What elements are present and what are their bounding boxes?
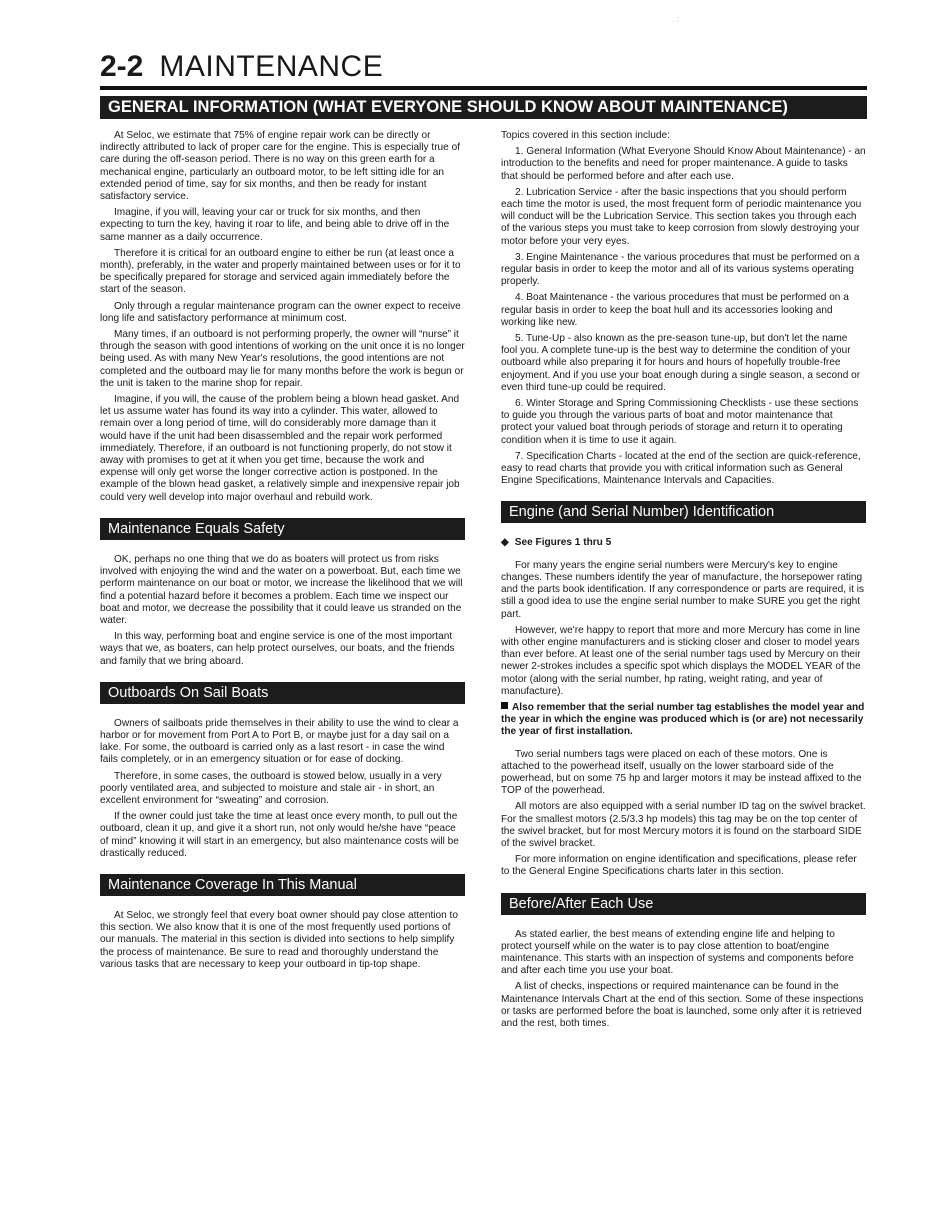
paragraph: Therefore, in some cases, the outboard is stowed below, usually in a very poorly ventilated area, and subjected to moisture and stale air - in short, an excellent environment for “sweating” and corrosion. <box>100 770 442 806</box>
paragraph: Two serial numbers tags were placed on each of these motors. One is attached to the powerhead itself, usually on the lower starboard side of the powerhead, but on some 75 hp and larger motors it may be instead affixed to the TOP of the powerhead. <box>501 748 862 797</box>
section-heading-safety: Maintenance Equals Safety <box>100 518 465 540</box>
paragraph: At Seloc, we estimate that 75% of engine repair work can be directly or indirectly attributed to lack of proper care for the engine. This is especially true of care during the off-season period. There is no way on this green earth for a mechanical engine, particularly an outboard motor, to be left sitting idle for an extended period of time, say for six months, and then be ready for instant satisfactory service. <box>100 130 461 203</box>
paragraph: Imagine, if you will, the cause of the problem being a blown head gasket. And let us assume water has found its way into a cylinder. This water, allowed to remain over a long period of time, will do considerably more damage than it would have if the unit had been disassembled and the repair work performed immediately. Therefore, if an outboard is not functioning properly, do not stow it away with promises to get at it when you get time, because the work and expense will only get worse the longer corrective action is postponed. In the example of the blown head gasket, a relatively simple and inexpensive repair job could very well develop into major overhaul and rebuild work. <box>100 394 460 503</box>
paragraph: A list of checks, inspections or required maintenance can be found in the Maintenance Intervals Chart at the end of this section. Some of these inspections or tasks are performed before the boat is launched, some only after it is retrieved and the rest, both times. <box>501 981 864 1029</box>
paragraph: Imagine, if you will, leaving your car or truck for six months, and then expecting to turn the key, having it roar to life, and being able to drive off in the same manner as a daily occurrence. <box>100 207 450 243</box>
paragraph: If the owner could just take the time at least once every month, to pull out the outboard, clean it up, and give it a short run, not only would he/she have “peace of mind” knowing it will start in an emergency, but also maintenance costs will be drastically reduced. <box>100 811 459 859</box>
chapter-title: MAINTENANCE <box>159 50 384 83</box>
topic-item: 5. Tune-Up - also known as the pre-season tune-up, but don't let the name fool you. A complete tune-up is the best way to determine the condition of your outboard while also preparing it for hours and hours of hopefully trouble-free enjoyment. And if you use your boat enough during a single season, a second or even third tune-up could be required. <box>501 333 861 393</box>
paragraph: As stated earlier, the best means of extending engine life and helping to protect yourself while on the water is to pay close attention to boat/engine maintenance. This starts with an inspection of systems and components before and after each time you use your boat. <box>501 928 854 977</box>
section-heading-sail-boats: Outboards On Sail Boats <box>100 682 465 704</box>
scan-mark: . : <box>672 14 680 24</box>
topic-item: 3. Engine Maintenance - the various procedures that must be performed on a regular basis in order to keep the motor and all of its various systems operating properly. <box>501 251 860 288</box>
note-text: Also remember that the serial number tag establishes the model year and the year in which the engine was produced which is (or are) not necessarily the year of first installation. <box>501 701 865 738</box>
page-header <box>100 50 383 84</box>
square-bullet-icon <box>501 702 508 709</box>
section-heading-coverage: Maintenance Coverage In This Manual <box>100 874 465 896</box>
section-heading-engine-id: Engine (and Serial Number) Identification <box>501 501 866 523</box>
left-column <box>100 130 465 975</box>
figure-reference <box>501 537 866 549</box>
note <box>501 702 866 739</box>
figure-reference-text: See Figures 1 thru 5 <box>514 537 612 549</box>
topic-item: 7. Specification Charts - located at the end of the section are quick-reference, easy to read charts that provide you with critical information such as General Engine Specifications, Maintenance Intervals and Capacities. <box>501 450 861 487</box>
paragraph: In this way, performing boat and engine service is one of the most important ways that we, as boaters, can help protect ourselves, our boats, and the friends and family that we bring aboard. <box>100 631 455 667</box>
paragraph: For more information on engine identification and specifications, please refer to the General Engine Specifications charts later in this section. <box>501 854 857 878</box>
paragraph: Owners of sailboats pride themselves in their ability to use the wind to clear a harbor or for movement from Port A to Port B, or maybe just for a day sail on a lake. For some, the outboard is carried only as a last resort - in case the wind fails completely, or in an emergency situation or for ease of docking. <box>100 717 459 766</box>
topic-item: 1. General Information (What Everyone Should Know About Maintenance) - an introduction to the benefits and need for proper maintenance. A guide to tasks that should be performed before and after each use. <box>501 146 866 182</box>
main-section-heading: GENERAL INFORMATION (WHAT EVERYONE SHOULD KNOW ABOUT MAINTENANCE) <box>100 96 867 119</box>
topic-item: 4. Boat Maintenance - the various procedures that must be performed on a regular basis in order to keep the boat hull and its accessories looking and working like new. <box>501 292 849 328</box>
paragraph: Only through a regular maintenance program can the owner expect to receive long life and satisfactory performance at minimum cost. <box>100 300 461 324</box>
paragraph: OK, perhaps no one thing that we do as boaters will protect us from risks involved with enjoying the wind and the water on a powerboat. But, each time we perform maintenance on our boat or motor, we increase the likelihood that we will find a potential hazard before it becomes a problem. Each time we inspect our boat and motor, we decrease the possibility that it could leave us stranded on the water. <box>100 553 463 626</box>
paragraph: All motors are also equipped with a serial number ID tag on the swivel bracket. For the smallest motors (2.5/3.3 hp models) this tag may be on the top center of the swivel bracket, but for most Mercury motors it is found on the starboard SIDE of the swivel bracket. <box>501 801 866 849</box>
diamond-bullet-icon: ◆ <box>501 537 509 549</box>
header-rule <box>100 86 867 90</box>
topic-item: 2. Lubrication Service - after the basic inspections that you should perform each time the motor is used, the most frequent form of periodic maintenance you will conduct will be the Lubrication Service. This section takes you through each of the various steps you must take to keep corrosion from slowly destroying your motor before your very eyes. <box>501 186 862 247</box>
paragraph: Therefore it is critical for an outboard engine to either be run (at least once a month), preferably, in the water and properly maintained between uses or for it to be specifically prepared for storage and serviced again immediately before the start of the season. <box>100 247 461 296</box>
topics-intro: Topics covered in this section include: <box>501 130 670 141</box>
page-number: 2-2 <box>100 50 144 83</box>
right-column <box>501 130 866 1034</box>
paragraph: At Seloc, we strongly feel that every boat owner should pay close attention to this section. We also know that it is one of the most frequently used portions of our manuals. The material in this section is divided into sections to help simplify the process of maintenance. Be sure to read and thoroughly understand the various tasks that are necessary to keep your outboard in tip-top shape. <box>100 909 458 970</box>
paragraph: Many times, if an outboard is not performing properly, the owner will “nurse” it through the season with good intentions of working on the unit once it is no longer being used. As with many New Year's resolutions, the good intentions are not completed and the outboard may lie for many months before the work is begun or the unit is taken to the marine shop for repair. <box>100 329 465 389</box>
topic-item: 6. Winter Storage and Spring Commissioning Checklists - use these sections to guide you through the various parts of boat and motor maintenance that protect your valued boat through periods of storage and return it to operating condition when it is time to use it again. <box>501 398 859 446</box>
paragraph: However, we're happy to report that more and more Mercury has come in line with other engine manufacturers and is sticking closer and closer to model years than ever before. At least one of the serial number tags used by Mercury on their newer 2-strokes includes a specific spot which displays the MODEL YEAR of the motor (along with the serial number, hp rating, weight rating, and year of manufacture). <box>501 624 861 697</box>
paragraph: For many years the engine serial numbers were Mercury's key to engine changes. These numbers identify the year of manufacture, the horsepower rating and the parts book identification. If any correspondence or parts are required, it is still a good idea to use the engine serial number to make SURE you get the right part. <box>501 559 865 620</box>
section-heading-before-after: Before/After Each Use <box>501 893 866 915</box>
